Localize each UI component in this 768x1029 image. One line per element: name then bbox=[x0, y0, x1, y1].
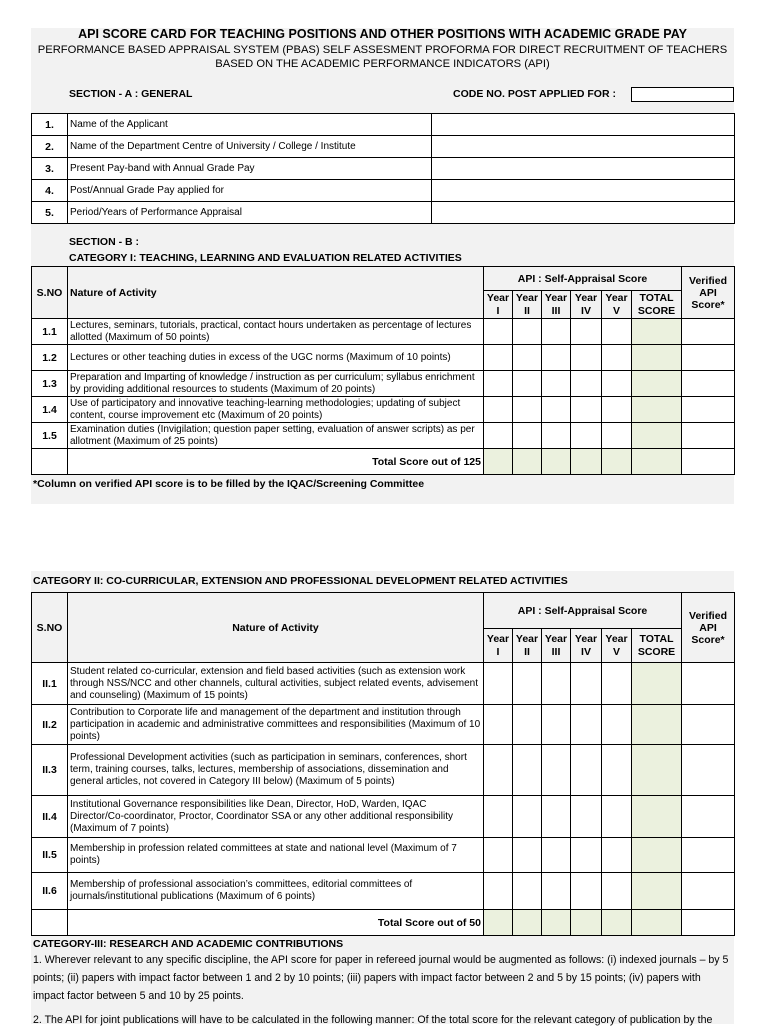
year-2-cell[interactable] bbox=[513, 838, 542, 873]
activity-number: II.4 bbox=[32, 796, 68, 838]
year-4-cell[interactable] bbox=[571, 796, 602, 838]
activity-number: II.6 bbox=[32, 873, 68, 910]
row-label: Name of the Department Centre of University / College / Institute bbox=[68, 136, 432, 158]
applicant-name-field[interactable] bbox=[432, 114, 735, 136]
year-4-cell[interactable] bbox=[571, 745, 602, 796]
year-5-cell[interactable] bbox=[602, 663, 632, 705]
pay-band-field[interactable] bbox=[432, 158, 735, 180]
year-3-cell[interactable] bbox=[542, 796, 571, 838]
year-1-cell[interactable] bbox=[484, 796, 513, 838]
section-a-row bbox=[32, 114, 735, 136]
year-2-cell[interactable] bbox=[513, 705, 542, 745]
nature-header: Nature of Activity bbox=[68, 593, 484, 663]
activity-text: Membership in profession related committees at state and national level (Maximum of 7 points) bbox=[68, 838, 484, 873]
year-1-cell[interactable] bbox=[484, 397, 513, 423]
activity-number: 1.1 bbox=[32, 319, 68, 345]
subtitle-line-2: BASED ON THE ACADEMIC PERFORMANCE INDICATORS (API) bbox=[215, 58, 550, 70]
total-score-cell[interactable] bbox=[632, 663, 682, 705]
total-row bbox=[32, 449, 735, 475]
year-3-cell[interactable] bbox=[542, 873, 571, 910]
total-score-header: TOTAL SCORE bbox=[632, 291, 682, 319]
iqac-footnote: *Column on verified API score is to be filled by the IQAC/Screening Committee bbox=[33, 478, 425, 490]
total-score-cell[interactable] bbox=[632, 705, 682, 745]
total-score-header: TOTAL SCORE bbox=[632, 629, 682, 663]
year-2-cell[interactable] bbox=[513, 319, 542, 345]
category3-paragraph-1: 1. Wherever relevant to any specific discipline, the API score for paper in refereed journal would be augmented as follows: (i) indexed journals – by 5 points; (ii) papers with impact factor between 1 and 2 by 10 points; (iii) papers with impact factor between 2 and 5 by 15 points; (iv) papers with impact factor between 5 and 10 by 25 points. bbox=[33, 954, 729, 1002]
activity-text: Use of participatory and innovative teaching-learning methodologies; updating of subject content, course improvement etc (Maximum of 20 points) bbox=[68, 397, 484, 423]
year-3-cell[interactable] bbox=[542, 705, 571, 745]
year-2-cell[interactable] bbox=[513, 745, 542, 796]
total-score-cell[interactable] bbox=[632, 796, 682, 838]
section-a-row bbox=[32, 158, 735, 180]
year-5-total[interactable] bbox=[602, 449, 632, 475]
row-number: 3. bbox=[32, 158, 68, 180]
grand-total-cell[interactable] bbox=[632, 449, 682, 475]
year-4-cell[interactable] bbox=[571, 371, 602, 397]
verified-score-cell[interactable] bbox=[682, 397, 735, 423]
verified-header: Verified API Score* bbox=[682, 267, 735, 319]
year-1-cell[interactable] bbox=[484, 319, 513, 345]
year-5-header: Year V bbox=[602, 629, 632, 663]
year-5-cell[interactable] bbox=[602, 873, 632, 910]
activity-row bbox=[32, 397, 735, 423]
year-4-cell[interactable] bbox=[571, 423, 602, 449]
activity-number: 1.3 bbox=[32, 371, 68, 397]
category3-paragraph-2: 2. The API for joint publications will have to be calculated in the following manner: Of the total score for the relevant category of publication by the bbox=[33, 1014, 713, 1026]
code-no-label: CODE NO. POST APPLIED FOR : bbox=[453, 88, 616, 100]
year-5-total[interactable] bbox=[602, 910, 632, 936]
row-number: 2. bbox=[32, 136, 68, 158]
verified-score-cell[interactable] bbox=[682, 705, 735, 745]
self-score-header: API : Self-Appraisal Score bbox=[484, 267, 682, 291]
year-1-cell[interactable] bbox=[484, 838, 513, 873]
total-row-spacer bbox=[32, 910, 68, 936]
year-2-cell[interactable] bbox=[513, 371, 542, 397]
header-row bbox=[32, 593, 735, 629]
activity-row bbox=[32, 423, 735, 449]
year-5-cell[interactable] bbox=[602, 345, 632, 371]
section-a-row bbox=[32, 136, 735, 158]
verified-score-cell[interactable] bbox=[682, 345, 735, 371]
activity-row bbox=[32, 873, 735, 910]
category3-title: CATEGORY-III: RESEARCH AND ACADEMIC CONTRIBUTIONS bbox=[33, 938, 344, 950]
total-score-cell[interactable] bbox=[632, 371, 682, 397]
year-1-cell[interactable] bbox=[484, 371, 513, 397]
activity-row bbox=[32, 663, 735, 705]
year-1-cell[interactable] bbox=[484, 663, 513, 705]
year-4-cell[interactable] bbox=[571, 345, 602, 371]
verified-score-cell[interactable] bbox=[682, 319, 735, 345]
total-score-cell[interactable] bbox=[632, 423, 682, 449]
verified-score-cell[interactable] bbox=[682, 745, 735, 796]
category1-title: CATEGORY I: TEACHING, LEARNING AND EVALUATION RELATED ACTIVITIES bbox=[69, 252, 462, 264]
activity-number: 1.5 bbox=[32, 423, 68, 449]
activity-number: 1.2 bbox=[32, 345, 68, 371]
verified-score-cell[interactable] bbox=[682, 796, 735, 838]
total-row-spacer bbox=[32, 449, 68, 475]
total-score-cell[interactable] bbox=[632, 873, 682, 910]
row-label: Post/Annual Grade Pay applied for bbox=[68, 180, 432, 202]
row-label: Period/Years of Performance Appraisal bbox=[68, 202, 432, 224]
activity-text: Student related co-curricular, extension and field based activities (such as extension work through NSS/NCC and other channels, cultural activities, subject related events, advisement and counseling) (Maximum of 15 points) bbox=[68, 663, 484, 705]
year-3-cell[interactable] bbox=[542, 319, 571, 345]
row-label: Name of the Applicant bbox=[68, 114, 432, 136]
year-2-cell[interactable] bbox=[513, 796, 542, 838]
activity-row bbox=[32, 796, 735, 838]
post-applied-field[interactable] bbox=[432, 180, 735, 202]
category2-table bbox=[31, 592, 735, 936]
department-field[interactable] bbox=[432, 136, 735, 158]
activity-row bbox=[32, 319, 735, 345]
total-score-cell[interactable] bbox=[632, 319, 682, 345]
page-subtitle bbox=[31, 43, 734, 71]
year-3-header: Year III bbox=[542, 629, 571, 663]
section-a-label: SECTION - A : GENERAL bbox=[69, 88, 193, 100]
year-2-header: Year II bbox=[513, 291, 542, 319]
activity-text: Contribution to Corporate life and management of the department and institution through participation in academic and administrative committees and responsibilities (Maximum of 10 points) bbox=[68, 705, 484, 745]
year-2-cell[interactable] bbox=[513, 423, 542, 449]
year-3-cell[interactable] bbox=[542, 397, 571, 423]
section-a-table bbox=[31, 113, 735, 224]
year-3-total[interactable] bbox=[542, 910, 571, 936]
year-2-cell[interactable] bbox=[513, 345, 542, 371]
activity-number: II.2 bbox=[32, 705, 68, 745]
year-4-header: Year IV bbox=[571, 291, 602, 319]
year-3-header: Year III bbox=[542, 291, 571, 319]
section-a-row bbox=[32, 202, 735, 224]
year-2-total[interactable] bbox=[513, 449, 542, 475]
year-2-cell[interactable] bbox=[513, 663, 542, 705]
year-1-cell[interactable] bbox=[484, 705, 513, 745]
year-1-header: Year I bbox=[484, 629, 513, 663]
year-1-total[interactable] bbox=[484, 449, 513, 475]
year-5-cell[interactable] bbox=[602, 371, 632, 397]
category1-table bbox=[31, 266, 735, 475]
grand-total-cell[interactable] bbox=[632, 910, 682, 936]
year-3-cell[interactable] bbox=[542, 423, 571, 449]
section-b-label: SECTION - B : bbox=[69, 236, 139, 248]
row-label: Present Pay-band with Annual Grade Pay bbox=[68, 158, 432, 180]
sno-header: S.NO bbox=[32, 593, 68, 663]
activity-row bbox=[32, 705, 735, 745]
verified-total-cell[interactable] bbox=[682, 910, 735, 936]
verified-score-cell[interactable] bbox=[682, 873, 735, 910]
year-3-cell[interactable] bbox=[542, 371, 571, 397]
code-no-input[interactable] bbox=[631, 87, 734, 102]
year-2-cell[interactable] bbox=[513, 397, 542, 423]
year-1-cell[interactable] bbox=[484, 345, 513, 371]
activity-text: Lectures, seminars, tutorials, practical, contact hours undertaken as percentage of lectures allotted (Maximum of 50 points) bbox=[68, 319, 484, 345]
year-3-total[interactable] bbox=[542, 449, 571, 475]
year-5-cell[interactable] bbox=[602, 397, 632, 423]
nature-header: Nature of Activity bbox=[68, 267, 484, 319]
section-a-row bbox=[32, 180, 735, 202]
self-score-header: API : Self-Appraisal Score bbox=[484, 593, 682, 629]
year-4-cell[interactable] bbox=[571, 838, 602, 873]
year-1-header: Year I bbox=[484, 291, 513, 319]
total-score-cell[interactable] bbox=[632, 745, 682, 796]
year-4-cell[interactable] bbox=[571, 663, 602, 705]
activity-number: II.3 bbox=[32, 745, 68, 796]
year-4-cell[interactable] bbox=[571, 397, 602, 423]
year-1-total[interactable] bbox=[484, 910, 513, 936]
year-5-cell[interactable] bbox=[602, 705, 632, 745]
year-5-cell[interactable] bbox=[602, 838, 632, 873]
verified-score-cell[interactable] bbox=[682, 663, 735, 705]
verified-score-cell[interactable] bbox=[682, 423, 735, 449]
activity-number: II.1 bbox=[32, 663, 68, 705]
total-label: Total Score out of 125 bbox=[68, 449, 484, 475]
year-4-cell[interactable] bbox=[571, 705, 602, 745]
activity-text: Professional Development activities (such as participation in seminars, conferences, short term, training courses, talks, lectures, membership of associations, dissemination and general articles, not covered in Category III below) (Maximum of 5 points) bbox=[68, 745, 484, 796]
year-1-cell[interactable] bbox=[484, 873, 513, 910]
total-row bbox=[32, 910, 735, 936]
total-score-cell[interactable] bbox=[632, 345, 682, 371]
verified-total-cell[interactable] bbox=[682, 449, 735, 475]
sno-header: S.NO bbox=[32, 267, 68, 319]
year-4-cell[interactable] bbox=[571, 873, 602, 910]
verified-score-cell[interactable] bbox=[682, 838, 735, 873]
page-title: API SCORE CARD FOR TEACHING POSITIONS AND OTHER POSITIONS WITH ACADEMIC GRADE PAY bbox=[78, 27, 687, 41]
activity-text: Preparation and Imparting of knowledge / instruction as per curriculum; syllabus enrichment by providing additional resources to students (Maximum of 20 points) bbox=[68, 371, 484, 397]
total-score-cell[interactable] bbox=[632, 838, 682, 873]
appraisal-period-field[interactable] bbox=[432, 202, 735, 224]
category2-title: CATEGORY II: CO-CURRICULAR, EXTENSION AND PROFESSIONAL DEVELOPMENT RELATED ACTIVITIES bbox=[33, 575, 568, 587]
year-3-cell[interactable] bbox=[542, 838, 571, 873]
year-3-cell[interactable] bbox=[542, 345, 571, 371]
year-4-total[interactable] bbox=[571, 910, 602, 936]
year-5-header: Year V bbox=[602, 291, 632, 319]
total-score-cell[interactable] bbox=[632, 397, 682, 423]
year-4-header: Year IV bbox=[571, 629, 602, 663]
year-1-cell[interactable] bbox=[484, 423, 513, 449]
year-5-cell[interactable] bbox=[602, 796, 632, 838]
year-5-cell[interactable] bbox=[602, 745, 632, 796]
activity-text: Institutional Governance responsibilities like Dean, Director, HoD, Warden, IQAC Director/Co-coordinator, Proctor, Coordinator SSA or any other additional responsibility (Maximum of 7 points) bbox=[68, 796, 484, 838]
year-2-cell[interactable] bbox=[513, 873, 542, 910]
activity-row bbox=[32, 745, 735, 796]
year-2-header: Year II bbox=[513, 629, 542, 663]
total-label: Total Score out of 50 bbox=[68, 910, 484, 936]
year-1-cell[interactable] bbox=[484, 745, 513, 796]
subtitle-line-1: PERFORMANCE BASED APPRAISAL SYSTEM (PBAS) SELF ASSESMENT PROFORMA FOR DIRECT RECRUITMENT OF TEACHERS bbox=[37, 44, 728, 56]
activity-row bbox=[32, 838, 735, 873]
activity-row bbox=[32, 345, 735, 371]
verified-score-cell[interactable] bbox=[682, 371, 735, 397]
activity-text: Lectures or other teaching duties in excess of the UGC norms (Maximum of 10 points) bbox=[68, 345, 484, 371]
year-3-cell[interactable] bbox=[542, 663, 571, 705]
header-row bbox=[32, 267, 735, 291]
year-3-cell[interactable] bbox=[542, 745, 571, 796]
row-number: 5. bbox=[32, 202, 68, 224]
year-4-cell[interactable] bbox=[571, 319, 602, 345]
activity-text: Membership of professional association’s committees, editorial committees of journals/institutional publications (Maximum of 6 points) bbox=[68, 873, 484, 910]
year-5-cell[interactable] bbox=[602, 423, 632, 449]
activity-row bbox=[32, 371, 735, 397]
year-5-cell[interactable] bbox=[602, 319, 632, 345]
verified-header: Verified API Score* bbox=[682, 593, 735, 663]
activity-number: 1.4 bbox=[32, 397, 68, 423]
row-number: 1. bbox=[32, 114, 68, 136]
year-4-total[interactable] bbox=[571, 449, 602, 475]
activity-number: II.5 bbox=[32, 838, 68, 873]
year-2-total[interactable] bbox=[513, 910, 542, 936]
row-number: 4. bbox=[32, 180, 68, 202]
activity-text: Examination duties (Invigilation; question paper setting, evaluation of answer scripts) as per allotment (Maximum of 25 points) bbox=[68, 423, 484, 449]
